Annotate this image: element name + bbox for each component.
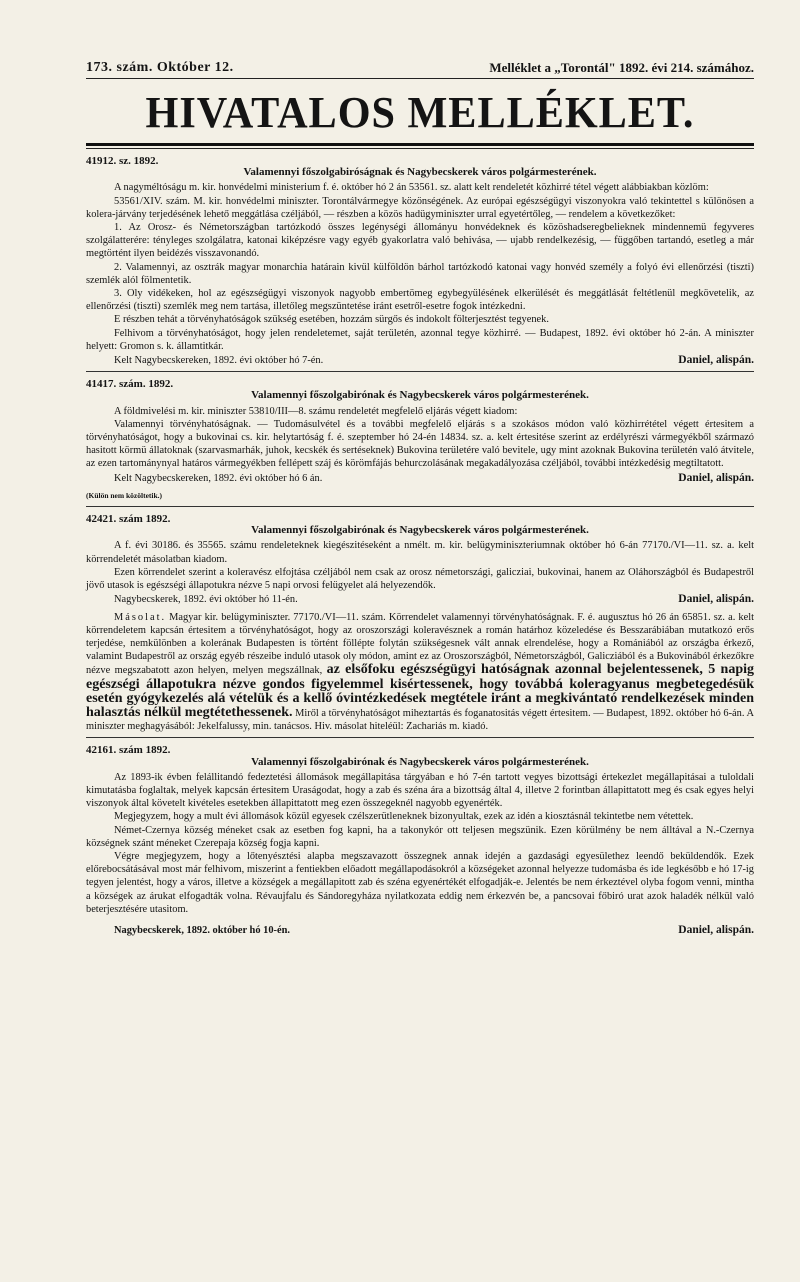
paragraph: Az 1893-ik évben felállitandó fedeztetési állomások megállapitása tárgyában e hó 7-én tartott vegyes bizottsági értekezlet megállapitásai a tuloldali kimutatásba foglaltak, melyek kapcsán értesitem Uraságodat, hogy a zab és széna ára a bizottság által 4, illetve 2 forintban állapittatott meg és csak egyes helyi viszonyok által követelt kivételes esetekben állapittatott meg ezen összegeknél nagyobb egyenérték. <box>86 771 754 810</box>
copy-paragraph <box>86 611 754 734</box>
paragraph: A földmivelési m. kir. miniszter 53810/III—8. számu rendeletét megfelelő eljárás végett kiadom: <box>114 405 518 417</box>
dated-signature-row <box>86 593 754 606</box>
paragraph: Végre megjegyzem, hogy a lőtenyésztési alapba megszavazott összegnek annak idején a gazdasági egyesülethez leendő beküldendők. Ezek előrebocsátásával most már felhivom, miszerint a fentiekben előadott megállapodásokról a községeket azonnal helyezze tudomásba és ide legkésőbb e hó 17-ig tegyen jelentést, hogy a város, illetve a községek a megállapitott zab és széna egyenértékét elfogadják-e. Jelentés be nem érkeztével olyba fogom venni, mintha a községek az árukat elfogadták volna. Révaujfalu és Sándoregyháza nyilatkozata eddig nem érkezvén be, a pancsovai főbiró urat azok haladék nélkül való beterjesztésére utasitom. <box>86 850 754 915</box>
section-divider <box>86 506 754 507</box>
signature: Daniel, alispán. <box>678 354 754 367</box>
decree-42161 <box>86 744 754 937</box>
dated-line: Nagybecskerek, 1892. évi október hó 11-én. <box>114 594 298 606</box>
paragraph: 3. Oly vidékeken, hol az egészségügyi viszonyok nagyobb embertömeg egybegyülésének elkerülését és meggátlását feltétlenül megkövetelik, az ellenőrzési (tiszti) szemlék meg nem tartása, illetőleg megszüntetése iránt esetről-esetre fogok intézkedni. <box>86 288 754 313</box>
copy-emphasis: az elsőfoku egészségügyi hatóságnak azonnal bejelentessenek, 5 napig egészségi állapotukra nézve gondos figyelemmel kisértessenek, hogy továbbá koleragyanus megbetegedésük esetén gyógykezelés alá vételük és a kellő óvintézkedések megtétele iránt a megkivántató rendelkezések minden halasztás nélkül megtétethessenek. <box>86 662 755 720</box>
copy-tail: Miről a törvényhatóságot miheztartás és foganatositás végett értesitem. — Budapest, 1892. október hó 6-án. A miniszter meghagyásából: Jekelfalussy, min. tanácsos. Hiv. másolat hiteléül: Zachariás m. kiadó. <box>86 707 754 733</box>
supplement-line: Melléklet a „Torontál" 1892. évi 214. számához. <box>489 60 754 75</box>
decree-41912 <box>86 155 754 367</box>
masthead-rule <box>86 143 754 146</box>
decree-address: Valamennyi főszolgabirónak és Nagybecskerek város polgármesterének. <box>251 524 589 537</box>
decree-address: Valamennyi főszolgabiróságnak és Nagybecskerek város polgármesterének. <box>243 166 597 179</box>
paragraph: Felhivom a törvényhatóságot, hogy jelen rendeletemet, saját területén, azonnal tegye közhirré. — Budapest, 1892. évi október hó 2-án. A miniszter helyett: Gromon s. k. államtitkár. <box>86 327 754 352</box>
paragraph: 53561/XIV. szám. M. kir. honvédelmi miniszter. Torontálvármegye közönségének. Az európai egészségügyi viszonyokra való tekintettel s különösen a kolera-járvány terjedésének lehető meggátlása czéljából, — részben a közös hadügyminiszter urral egyetértőleg, — rendelem a következőket: <box>86 195 754 220</box>
issue-line: 173. szám. Október 12. <box>86 60 234 75</box>
section-divider <box>86 371 754 372</box>
masthead-rule-thin <box>86 148 754 149</box>
page-header <box>86 60 754 79</box>
copy-label: Másolat. <box>114 611 167 623</box>
newspaper-page <box>86 60 754 937</box>
decree-address: Valamennyi főszolgabirónak és Nagybecskerek város polgármesterének. <box>251 389 589 402</box>
decree-address: Valamennyi főszolgabirónak és Nagybecskerek város polgármesterének. <box>251 755 589 768</box>
dated-line: Nagybecskerek, 1892. október hó 10-én. <box>114 924 290 936</box>
decree-number: 42161. szám 1892. <box>86 744 171 757</box>
decree-number: 41912. sz. 1892. <box>86 155 159 167</box>
dated-line: Kelt Nagybecskereken, 1892. évi október hó 6 án. <box>114 472 323 484</box>
paragraph: A f. évi 30186. és 35565. számu rendeleteknek kiegészitéseként a nmélt. m. kir. belügyminiszteriumnak október hó 6-án 77170./VI—11. sz. a. kelt körrendeletét másolatban kiadom. <box>86 540 754 565</box>
publication-note: (Külön nem közöltetik.) <box>86 490 163 500</box>
copy-text: Magyar kir. belügyminiszter. 77170./VI—11. szám. Körrendelet valamennyi törvényhatóságnak. F. é. augusztus hó 26 án 65851. sz. a. kelt körrendeletem kapcsán értesitem a törvényhatóságot, hogy az oroszországi koleravésznek a román határhoz közeledése és Besszarábiában mutatkozó erős terjedése, nemkülönben a kolerának Budapesten is történt föllépte folytán szükségesnek vált annak elrendelése, hogy a Romániából az országba érkező, valamint Budapestről az ország egyéb részeibe induló utasok oly módon, amint ez az Oroszországból, Németországból, Galicziából és a Bukovinából érkezőkre nézve megszabatott azon helyen, melyen megszállnak, <box>86 611 754 677</box>
paragraph: Megjegyzem, hogy a mult évi állomások közül egyesek czélszerütleneknek bizonyultak, ezek az idén a kiosztásnál tekintetbe nem vétettek. <box>114 811 694 823</box>
paragraph: 2. Valamennyi, az osztrák magyar monarchia határain kivül külföldön bárhol tartózkodó katonai vagy honvéd személy a folyó évi ellenőrzési (tiszti) szemlék alól fölmentetik. <box>86 261 754 286</box>
dated-signature-row <box>86 924 754 937</box>
paragraph: A nagyméltóságu m. kir. honvédelmi ministerium f. é. október hó 2 án 53561. sz. alatt kelt rendeletét közhirré tétel végett alábbiakban közlöm: <box>114 182 709 194</box>
dated-signature-row <box>86 472 754 485</box>
signature: Daniel, alispán. <box>678 923 754 936</box>
decree-42421 <box>86 513 754 733</box>
paragraph: Német-Czernya község méneket csak az esetben fog kapni, ha a takonykór ott teljesen megszünik. Ezen körülmény be nem álltával a N.-Czernya községnek szánt méneket Czerepaja község fogja kapni. <box>86 824 754 849</box>
masthead-title: HIVATALOS MELLÉKLET. <box>145 88 695 137</box>
dated-signature-row <box>86 354 754 367</box>
signature: Daniel, alispán. <box>678 471 754 484</box>
decree-number: 41417. szám. 1892. <box>86 378 174 391</box>
section-divider <box>86 737 754 738</box>
decree-41417 <box>86 378 754 502</box>
paragraph: E részben tehát a törvényhatóságok szükség esetében, hozzám sürgős és indokolt fölterjesztést tegyenek. <box>114 314 549 326</box>
paragraph: 1. Az Orosz- és Németországban tartózkodó összes legénységi állományu honvédeknek és közöshadseregbelieknek mindennemü fegyveres szolgálatterére: tényleges szolgálatra, katonai kiképzésre vagy egyéb gyakorlatra való behivása, — ujabb rendelkezésig, — függőben tartandó, esetleg a már megtörtént ilyen beidézés visszavonandó. <box>86 222 754 260</box>
decree-number: 42421. szám 1892. <box>86 513 171 526</box>
paragraph: Ezen körrendelet szerint a koleravész elfojtása czéljából nem csak az orosz németországi, galicziai, bukovinai, hanem az Oláhországból és Budapestről jövő utasok is egészségi állapotukra nézve 5 napi orvosi felügyelet alá helyezendők. <box>86 566 754 592</box>
paragraph: Valamennyi törvényhatóságnak. — Tudomásulvétel és a további megfelelő eljárás s a szokásos módon való közhirrététel végett értesitem a törvényhatóságot, hogy a bukovinai cs. kir. helytartóság f. é. szeptember hó 24-én 14834. sz. a. kelt értesitése szerint az erdélyrészi vármegyékből származó hasitott körmü állatoknak (szarvasmarhák, juhok, kecskék és sertéseknek) Bukovina területére való bevitele, ugy mint azoknak Bukovina területén való átvitele, az ezen tartománynyal határos vármegyékben fellépett száj és körömfájás behurczolásának megakadályozása czéljából, további intézkedésig megtiltatott. <box>86 418 754 470</box>
dated-line: Kelt Nagybecskereken, 1892. évi október hó 7-én. <box>114 355 324 367</box>
signature: Daniel, alispán. <box>678 593 754 606</box>
